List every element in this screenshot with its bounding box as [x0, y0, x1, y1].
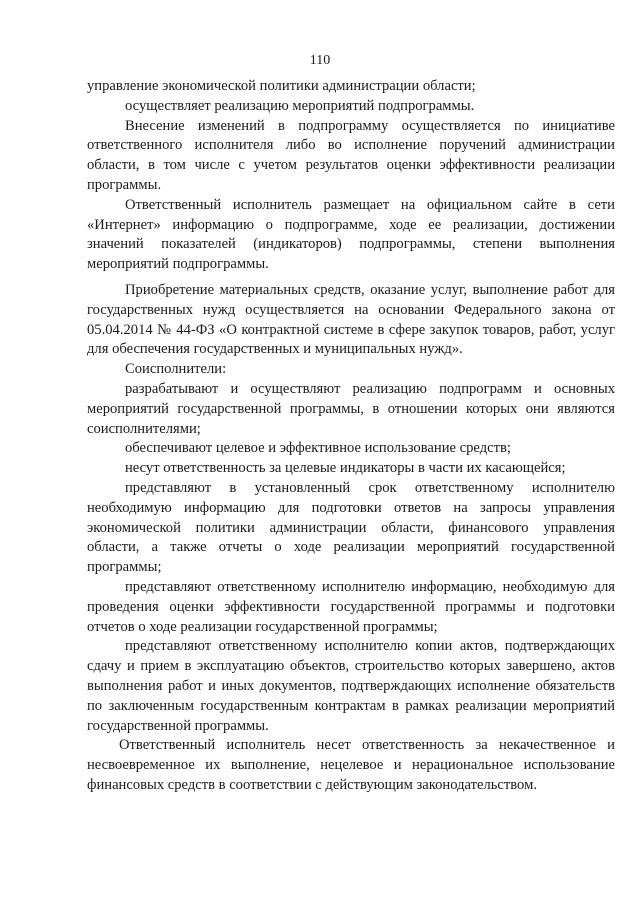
paragraph: несут ответственность за целевые индикаторы в части их касающейся; — [125, 460, 566, 477]
document-body — [87, 77, 615, 796]
paragraph: Ответственный исполнитель несет ответственность за некачественное и несвоевременное их выполнение, нецелевое и нерациональное использование финансовых средств в соответствии с действующим законодательством. — [87, 737, 615, 793]
paragraph: управление экономической политики администрации области; — [87, 78, 476, 94]
paragraph: представляют в установленный срок ответственному исполнителю необходимую информацию для подготовки ответов на запросы управления экономической политики администрации области, финансового управления области, а также отчеты о ходе реализации мероприятий государственной программы; — [87, 479, 615, 576]
paragraph: Приобретение материальных средств, оказание услуг, выполнение работ для государственных нужд осуществляется на основании Федерального закона от 05.04.2014 № 44-ФЗ «О контрактной системе в сфере закупок товаров, работ, услуг для обеспечения государственных и муниципальных нужд». — [87, 281, 615, 358]
paragraph: обеспечивают целевое и эффективное использование средств; — [125, 440, 511, 457]
paragraph: осуществляет реализацию мероприятий подпрограммы. — [125, 97, 475, 114]
paragraph: Соисполнители: — [125, 361, 227, 378]
paragraph: Внесение изменений в подпрограмму осуществляется по инициативе ответственного исполнителя либо во исполнение поручений администрации области, в том числе с учетом результатов оценки эффективности реализации программы. — [87, 117, 615, 193]
paragraph: представляют ответственному исполнителю информацию, необходимую для проведения оценки эффективности государственной программы и подготовки отчетов о ходе реализации государственной программы; — [87, 578, 615, 635]
page-number: 110 — [309, 53, 331, 68]
paragraph: представляют ответственному исполнителю копии актов, подтверждающих сдачу и прием в эксплуатацию объектов, строительство которых завершено, актов выполнения работ и иных документов, подтверждающих исполнение обязательств по заключенным государственным контрактам в рамках реализации мероприятий государственной программы. — [87, 638, 615, 734]
paragraph: разрабатывают и осуществляют реализацию подпрограмм и основных мероприятий государственной программы, в отношении которых они являются соисполнителями; — [87, 380, 615, 437]
paragraph: Ответственный исполнитель размещает на официальном сайте в сети «Интернет» информацию о подпрограмме, ходе ее реализации, достижении значений показателей (индикаторов) подпрограммы, степени выполнения мероприятий подпрограммы. — [87, 196, 615, 273]
